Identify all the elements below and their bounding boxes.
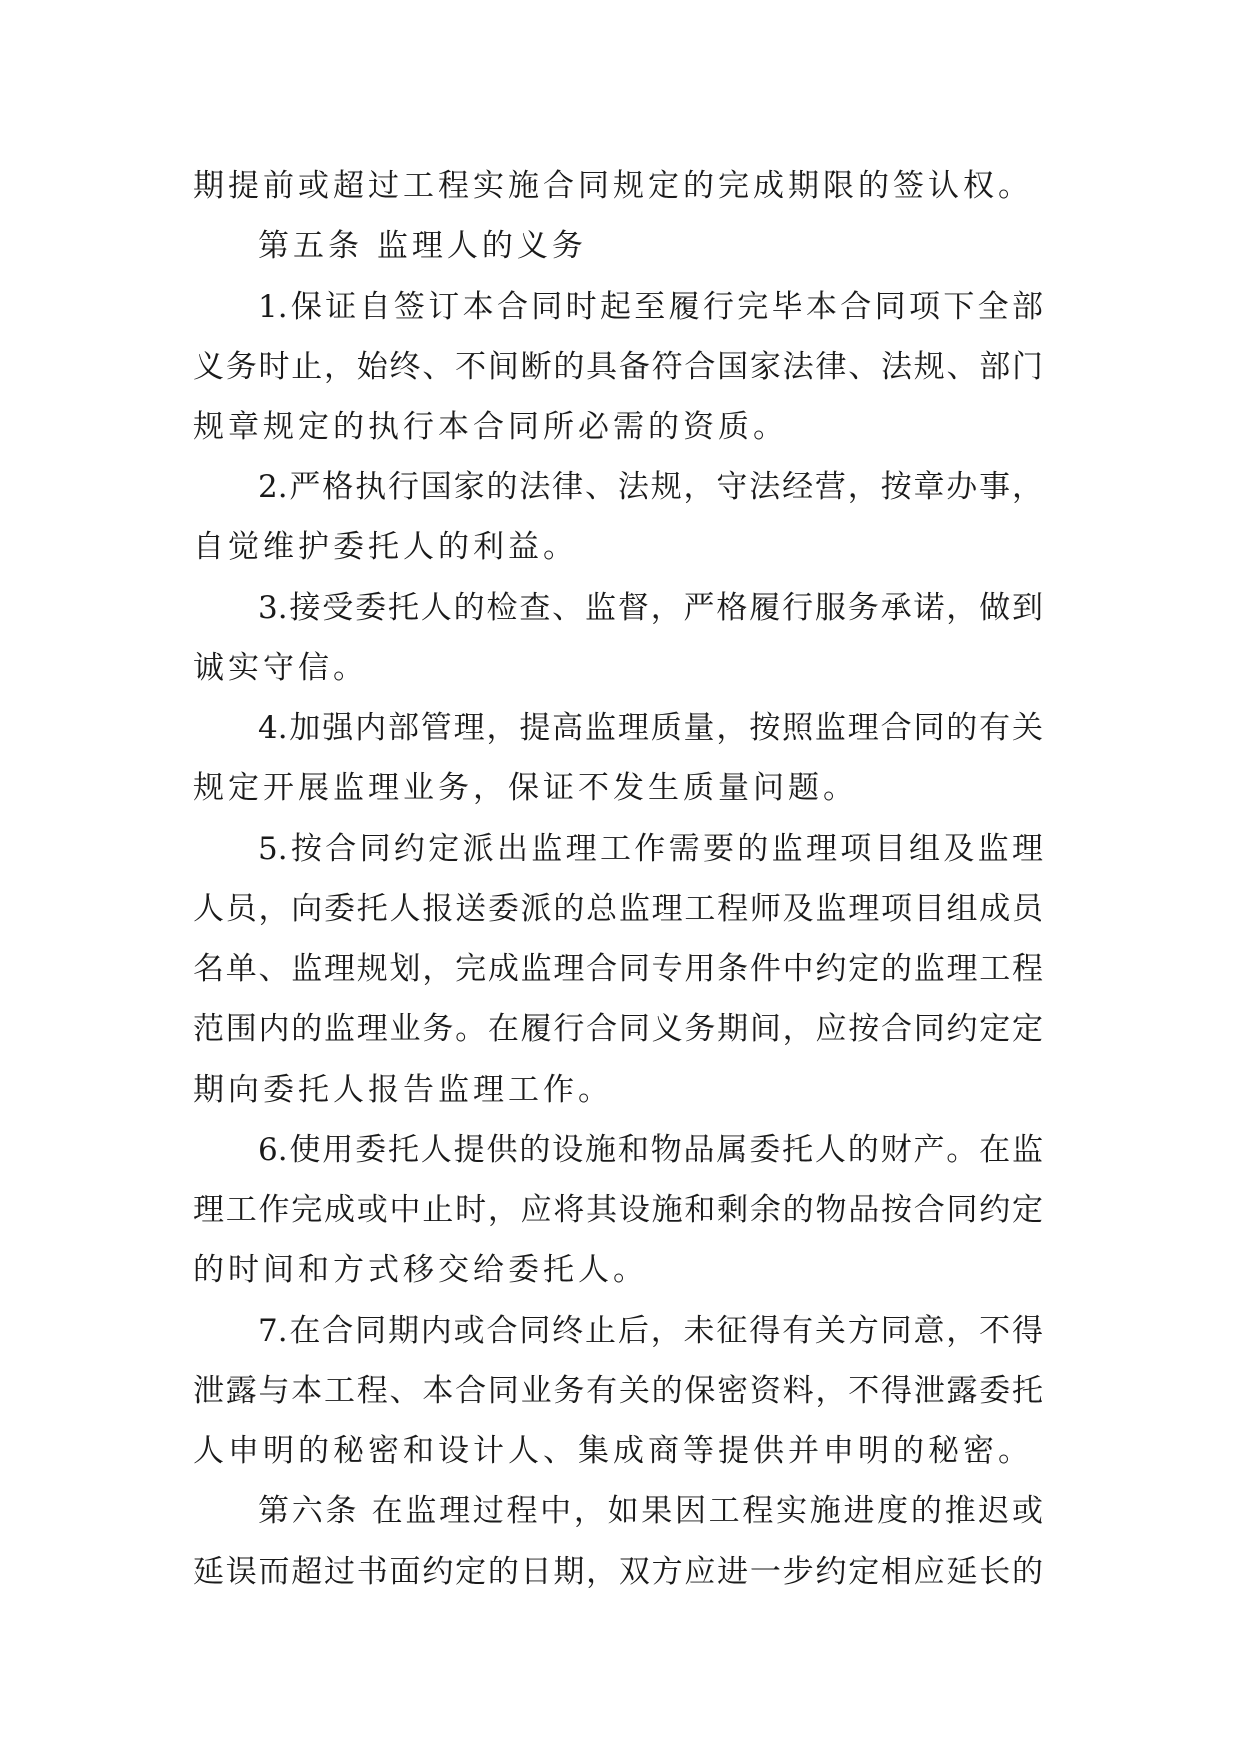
text-line: 诚实守信。 <box>193 650 368 686</box>
text-line: 范围内的监理业务。在履行合同义务期间，应按合同约定定 <box>193 1011 1043 1047</box>
text-line: 义务时止，始终、不间断的具备符合国家法律、法规、部门 <box>193 349 1043 385</box>
text-line: 7.在合同期内或合同终止后，未征得有关方同意，不得 <box>258 1313 1043 1349</box>
text-line: 规章规定的执行本合同所必需的资质。 <box>193 409 788 445</box>
text-line: 延误而超过书面约定的日期，双方应进一步约定相应延长的 <box>193 1554 1043 1590</box>
text-line: 自觉维护委托人的利益。 <box>193 529 578 565</box>
text-line: 的时间和方式移交给委托人。 <box>193 1252 648 1288</box>
section-heading: 第六条 在监理过程中，如果因工程实施进度的推迟或 <box>258 1493 1043 1529</box>
text-line: 人员，向委托人报送委派的总监理工程师及监理项目组成员 <box>193 891 1043 927</box>
section-heading: 第五条 监理人的义务 <box>258 228 587 264</box>
text-line: 期提前或超过工程实施合同规定的完成期限的签认权。 <box>193 168 1033 204</box>
text-line: 5.按合同约定派出监理工作需要的监理项目组及监理 <box>258 831 1043 867</box>
text-line: 名单、监理规划，完成监理合同专用条件中约定的监理工程 <box>193 951 1043 987</box>
text-line: 泄露与本工程、本合同业务有关的保密资料，不得泄露委托 <box>193 1373 1043 1409</box>
text-line: 理工作完成或中止时，应将其设施和剩余的物品按合同约定 <box>193 1192 1043 1228</box>
text-line: 期向委托人报告监理工作。 <box>193 1072 613 1108</box>
text-line: 6.使用委托人提供的设施和物品属委托人的财产。在监 <box>258 1132 1043 1168</box>
text-line: 4.加强内部管理，提高监理质量，按照监理合同的有关 <box>258 710 1043 746</box>
text-line: 规定开展监理业务，保证不发生质量问题。 <box>193 770 858 806</box>
text-line: 人申明的秘密和设计人、集成商等提供并申明的秘密。 <box>193 1433 1033 1469</box>
text-line: 1.保证自签订本合同时起至履行完毕本合同项下全部 <box>258 289 1043 325</box>
text-line: 3.接受委托人的检查、监督，严格履行服务承诺，做到 <box>258 590 1043 626</box>
text-line: 2.严格执行国家的法律、法规，守法经营，按章办事， <box>258 469 1043 505</box>
